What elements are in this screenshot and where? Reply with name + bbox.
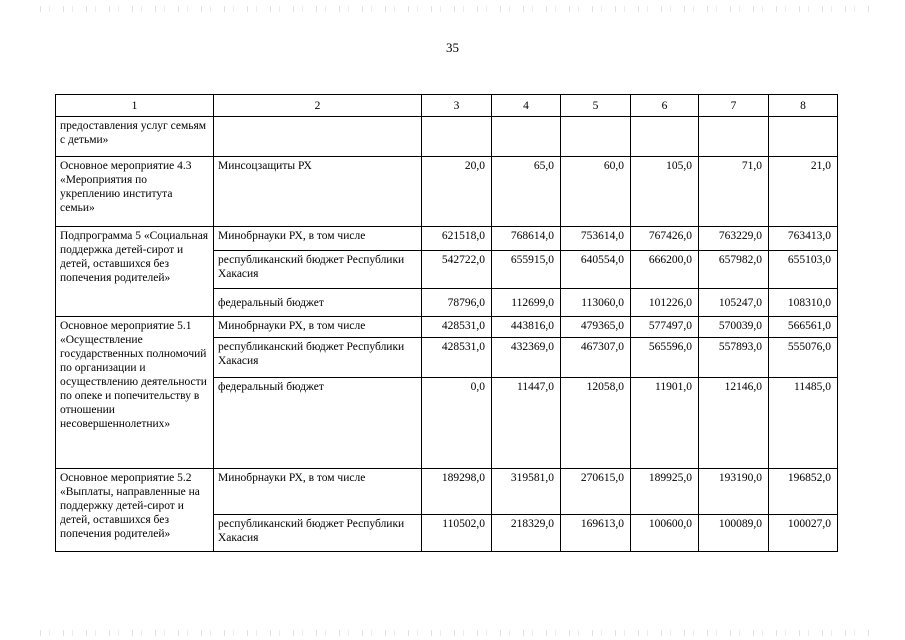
value-cell (492, 117, 561, 157)
value-cell: 60,0 (561, 157, 631, 227)
value-cell: 428531,0 (422, 317, 492, 338)
program-name-cell: предоставления услуг семьям с детьми» (56, 117, 214, 157)
value-cell: 565596,0 (631, 338, 699, 378)
value-cell: 0,0 (422, 378, 492, 469)
value-cell: 666200,0 (631, 251, 699, 289)
value-cell: 110502,0 (422, 515, 492, 552)
value-cell: 657982,0 (699, 251, 769, 289)
value-cell (631, 117, 699, 157)
value-cell: 542722,0 (422, 251, 492, 289)
value-cell: 100600,0 (631, 515, 699, 552)
header-cell-3: 3 (422, 95, 492, 117)
header-cell-7: 7 (699, 95, 769, 117)
header-cell-5: 5 (561, 95, 631, 117)
value-cell: 20,0 (422, 157, 492, 227)
value-cell: 71,0 (699, 157, 769, 227)
value-cell: 78796,0 (422, 289, 492, 317)
value-cell: 621518,0 (422, 227, 492, 251)
program-name-cell: Основное мероприятие 5.2 «Выплаты, направленные на поддержку детей-сирот и детей, оставшихся без попечения родителей» (56, 469, 214, 552)
value-cell: 555076,0 (769, 338, 838, 378)
value-cell: 21,0 (769, 157, 838, 227)
value-cell: 319581,0 (492, 469, 561, 515)
value-cell: 768614,0 (492, 227, 561, 251)
value-cell: 100089,0 (699, 515, 769, 552)
value-cell (422, 117, 492, 157)
budget-table (55, 94, 838, 552)
funding-source-cell (214, 117, 422, 157)
value-cell: 189925,0 (631, 469, 699, 515)
value-cell: 557893,0 (699, 338, 769, 378)
value-cell: 218329,0 (492, 515, 561, 552)
funding-source-cell: Минсоцзащиты РХ (214, 157, 422, 227)
funding-source-cell: республиканский бюджет Республики Хакасия (214, 338, 422, 378)
table-row (56, 317, 838, 338)
funding-source-cell: Минобрнауки РХ, в том числе (214, 469, 422, 515)
table-row (56, 227, 838, 251)
funding-source-cell: федеральный бюджет (214, 378, 422, 469)
scan-noise-top (40, 6, 870, 12)
value-cell: 432369,0 (492, 338, 561, 378)
program-name-cell: Подпрограмма 5 «Социальная поддержка детей-сирот и детей, оставшихся без попечения родителей» (56, 227, 214, 317)
header-cell-6: 6 (631, 95, 699, 117)
value-cell: 113060,0 (561, 289, 631, 317)
value-cell: 479365,0 (561, 317, 631, 338)
table-row (56, 157, 838, 227)
funding-source-cell: федеральный бюджет (214, 289, 422, 317)
value-cell: 767426,0 (631, 227, 699, 251)
value-cell: 12146,0 (699, 378, 769, 469)
funding-source-cell: республиканский бюджет Республики Хакасия (214, 251, 422, 289)
value-cell: 570039,0 (699, 317, 769, 338)
value-cell: 11901,0 (631, 378, 699, 469)
value-cell: 105247,0 (699, 289, 769, 317)
value-cell: 189298,0 (422, 469, 492, 515)
funding-source-cell: республиканский бюджет Республики Хакасия (214, 515, 422, 552)
value-cell: 169613,0 (561, 515, 631, 552)
value-cell: 270615,0 (561, 469, 631, 515)
value-cell: 566561,0 (769, 317, 838, 338)
table-row (56, 117, 838, 157)
value-cell: 11485,0 (769, 378, 838, 469)
program-name-cell: Основное мероприятие 4.3 «Мероприятия по укреплению института семьи» (56, 157, 214, 227)
value-cell: 655915,0 (492, 251, 561, 289)
value-cell: 193190,0 (699, 469, 769, 515)
header-cell-8: 8 (769, 95, 838, 117)
value-cell: 640554,0 (561, 251, 631, 289)
funding-source-cell: Минобрнауки РХ, в том числе (214, 227, 422, 251)
value-cell: 467307,0 (561, 338, 631, 378)
value-cell: 105,0 (631, 157, 699, 227)
value-cell: 112699,0 (492, 289, 561, 317)
header-cell-4: 4 (492, 95, 561, 117)
value-cell: 655103,0 (769, 251, 838, 289)
value-cell: 443816,0 (492, 317, 561, 338)
page-number: 35 (446, 40, 459, 55)
header-cell-2: 2 (214, 95, 422, 117)
value-cell: 11447,0 (492, 378, 561, 469)
value-cell: 577497,0 (631, 317, 699, 338)
value-cell (561, 117, 631, 157)
value-cell: 196852,0 (769, 469, 838, 515)
value-cell: 12058,0 (561, 378, 631, 469)
value-cell: 763229,0 (699, 227, 769, 251)
value-cell: 100027,0 (769, 515, 838, 552)
program-name-cell: Основное мероприятие 5.1 «Осуществление государственных полномочий по организации и осуществлению деятельности по опеке и попечительству в отношении несовершеннолетних» (56, 317, 214, 469)
table-row (56, 469, 838, 515)
header-row (56, 95, 838, 117)
value-cell (769, 117, 838, 157)
value-cell (699, 117, 769, 157)
value-cell: 763413,0 (769, 227, 838, 251)
value-cell: 428531,0 (422, 338, 492, 378)
header-cell-1: 1 (56, 95, 214, 117)
value-cell: 753614,0 (561, 227, 631, 251)
funding-source-cell: Минобрнауки РХ, в том числе (214, 317, 422, 338)
scan-noise-bottom (40, 630, 870, 636)
value-cell: 65,0 (492, 157, 561, 227)
value-cell: 101226,0 (631, 289, 699, 317)
value-cell: 108310,0 (769, 289, 838, 317)
